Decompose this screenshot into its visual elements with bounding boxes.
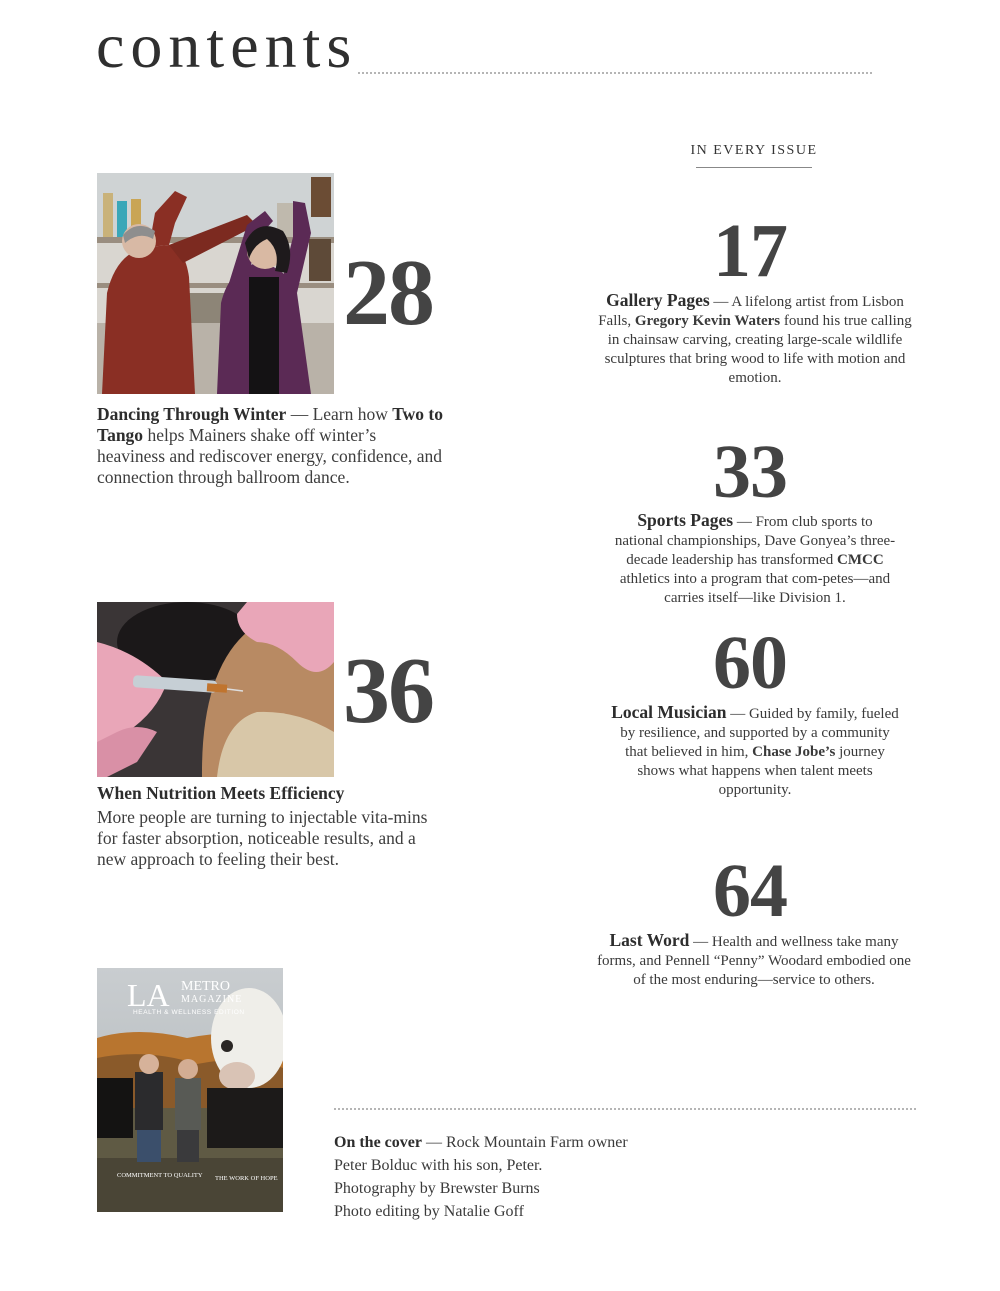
section-label: IN EVERY ISSUE	[690, 143, 818, 158]
couple-dancing-photo[interactable]	[97, 173, 334, 394]
department-description: Last Word — Health and wellness take many forms, and Pennell “Penny” Woodard embodied one of the most enduring—service to others.	[597, 930, 911, 988]
cover-caption: On the cover — Rock Mountain Farm owner Peter Bolduc with his son, Peter. Photography by Brewster Burns Photo editing by Natalie Goff	[334, 1131, 628, 1223]
cover-photo-credit: Photography by Brewster Burns	[334, 1180, 540, 1197]
cover-caption-line: Peter Bolduc with his son, Peter.	[334, 1157, 543, 1174]
department-description: Sports Pages — From club sports to national championships, Dave Gonyea’s three-decade leadership has transformed CMCC athletics into a program that com-petes—and carries itself—like Division 1.	[614, 510, 896, 606]
department-highlight: Gregory Kevin Waters	[634, 313, 781, 329]
department-title[interactable]: Sports Pages	[637, 510, 734, 530]
magazine-cover-thumbnail[interactable]	[97, 968, 283, 1212]
cover-edition: HEALTH & WELLNESS EDITION	[133, 1009, 245, 1016]
cover-divider	[334, 1108, 916, 1110]
cover-editing-credit: Photo editing by Natalie Goff	[334, 1203, 524, 1220]
cover-story-left: COMMITMENT TO QUALITY	[117, 1172, 203, 1179]
feature-description: When Nutrition Meets Efficiency More people are turning to injectable vita-mins for faster absorption, noticeable results, and a new approach to feeling their best.	[97, 783, 437, 870]
feature-highlight: Two to Tango	[97, 404, 443, 445]
feature-title[interactable]: Dancing Through Winter	[97, 404, 287, 424]
department-title[interactable]: Gallery Pages	[606, 290, 710, 310]
cover-story-right: THE WORK OF HOPE	[215, 1175, 278, 1182]
page-title: contents	[96, 10, 358, 81]
feature-description: Dancing Through Winter — Learn how Two to Tango helps Mainers shake off winter’s heaviness and rediscover energy, confidence, and connection through ballroom dance.	[97, 404, 443, 487]
feature-title[interactable]: When Nutrition Meets Efficiency	[97, 783, 345, 803]
department-highlight: Chase Jobe’s	[752, 744, 836, 760]
department-title[interactable]: Last Word	[609, 930, 690, 950]
department-title[interactable]: Local Musician	[611, 702, 727, 722]
feature-page-number: 28	[343, 241, 433, 345]
feature-page-number: 36	[343, 639, 433, 743]
department-page-number: 60	[713, 621, 787, 705]
cover-logo-metro: METRO	[181, 979, 230, 994]
cover-label: On the cover	[334, 1134, 422, 1151]
department-description: Gallery Pages — A lifelong artist from Lisbon Falls, Gregory Kevin Waters found his true calling in chainsaw carving, creating large-scale wildlife sculptures that bring wood to life with motion and emotion.	[598, 290, 912, 386]
section-label-underline	[696, 167, 812, 168]
title-divider	[358, 72, 872, 74]
department-highlight: CMCC	[837, 552, 884, 568]
department-description: Local Musician — Guided by family, fueled by resilience, and supported by a community that believed in him, Chase Jobe’s journey shows what happens when talent meets opportunity.	[611, 702, 899, 798]
cover-logo-magazine: MAGAZINE	[181, 994, 243, 1005]
department-page-number: 64	[713, 849, 787, 933]
injection-photo[interactable]	[97, 602, 334, 777]
department-page-number: 17	[713, 209, 787, 293]
cover-logo-la: LA	[127, 977, 170, 1013]
department-page-number: 33	[713, 430, 787, 514]
